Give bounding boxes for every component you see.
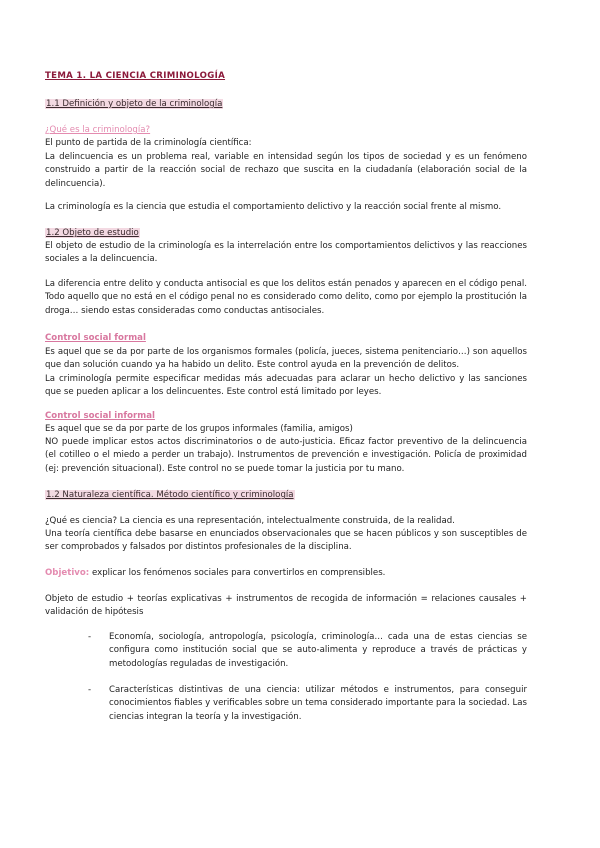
list-item-text: Economía, sociología, antropología, psicología, criminología… cada una de estas ciencias se configura como institución social que se auto-alimenta y reproduce a través de prácticas y metodologías reguladas de investigación. [109,632,527,669]
paragraph-object-of-study: El objeto de estudio de la criminología es la interrelación entre los comportamientos delictivos y las reacciones sociales a la delincuencia. [45,241,527,265]
objective-label: Objetivo: [45,568,90,578]
paragraph-informal-control-2: NO puede implicar estos actos discriminatorios o de auto-justicia. Eficaz factor preventivo de la delincuencia (el cotilleo o el miedo a perder un trabajo). Instrumentos de prevención e investigación. Policía de proximidad (ej: prevención situacional). Este control no se puede tomar la justicia por tu mano. [45,437,527,474]
heading-informal-control: Control social informal [45,411,155,421]
paragraph-formal-control-2: La criminología permite especificar medidas más adecuadas para aclarar un hecho delictivo y las sanciones que se pueden aplicar a los delincuentes. Este control está limitado por leyes. [45,374,527,398]
paragraph-what-is-science: ¿Qué es ciencia? La ciencia es una representación, intelectualmente construida, de la realidad. [45,516,455,526]
paragraph-crime-vs-antisocial: La diferencia entre delito y conducta antisocial es que los delitos están penados y aparecen en el código penal. Todo aquello que no está en el código penal no es considerado como delito, como por ejemplo la prostitución la droga… siendo estas consideradas como conductas antisociales. [45,279,527,316]
document-title [45,70,527,83]
question-what-is-criminology: ¿Qué es la criminología? [45,125,151,135]
section-heading-definition: 1.1 Definición y objeto de la criminología [46,99,223,109]
paragraph-starting-point: El punto de partida de la criminología científica: [45,138,252,148]
dash-bullet-icon: - [88,685,92,695]
paragraph-delinquency: La delincuencia es un problema real, variable en intensidad según los tipos de sociedad y es un fenómeno construido a partir de la reacción social de rechazo que suscita en la ciudadanía (elaboración social de la delincuencia). [45,152,527,189]
paragraph-objective [45,567,527,580]
heading-formal-control: Control social formal [45,333,146,343]
section-heading-scientific-nature: 1.2 Naturaleza científica. Método científico y criminología [46,490,294,500]
title-text: TEMA 1. LA CIENCIA CRIMINOLOGÍA [45,71,226,81]
dash-bullet-icon: - [88,632,92,642]
paragraph-criminology-definition: La criminología es la ciencia que estudia el comportamiento delictivo y la reacción social frente al mismo. [45,202,502,212]
paragraph-formula: Objeto de estudio + teorías explicativas + instrumentos de recogida de información = relaciones causales + validación de hipótesis [45,594,527,618]
paragraph-formal-control-1: Es aquel que se da por parte de los organismos formales (policía, jueces, sistema penitenciario…) son aquellos que dan solución cuando ya ha habido un delito. Este control ayuda en la prevención de delitos. [45,347,527,371]
list-item [90,631,527,671]
list-item-text: Características distintivas de una ciencia: utilizar métodos e instrumentos, para conseguir conocimientos fiables y verificables sobre un tema considerado importante para la sociedad. Las ciencias integran la teoría y la investigación. [109,685,527,722]
paragraph-scientific-theory: Una teoría científica debe basarse en enunciados observacionales que se hacen públicos y son susceptibles de ser comprobados y falsados por distintos profesionales de la disciplina. [45,529,527,553]
section-heading-object: 1.2 Objeto de estudio [46,228,139,238]
list-item [90,684,527,724]
objective-text: explicar los fenómenos sociales para convertirlos en comprensibles. [89,568,386,578]
paragraph-informal-control-1: Es aquel que se da por parte de los grupos informales (familia, amigos) [45,424,353,434]
